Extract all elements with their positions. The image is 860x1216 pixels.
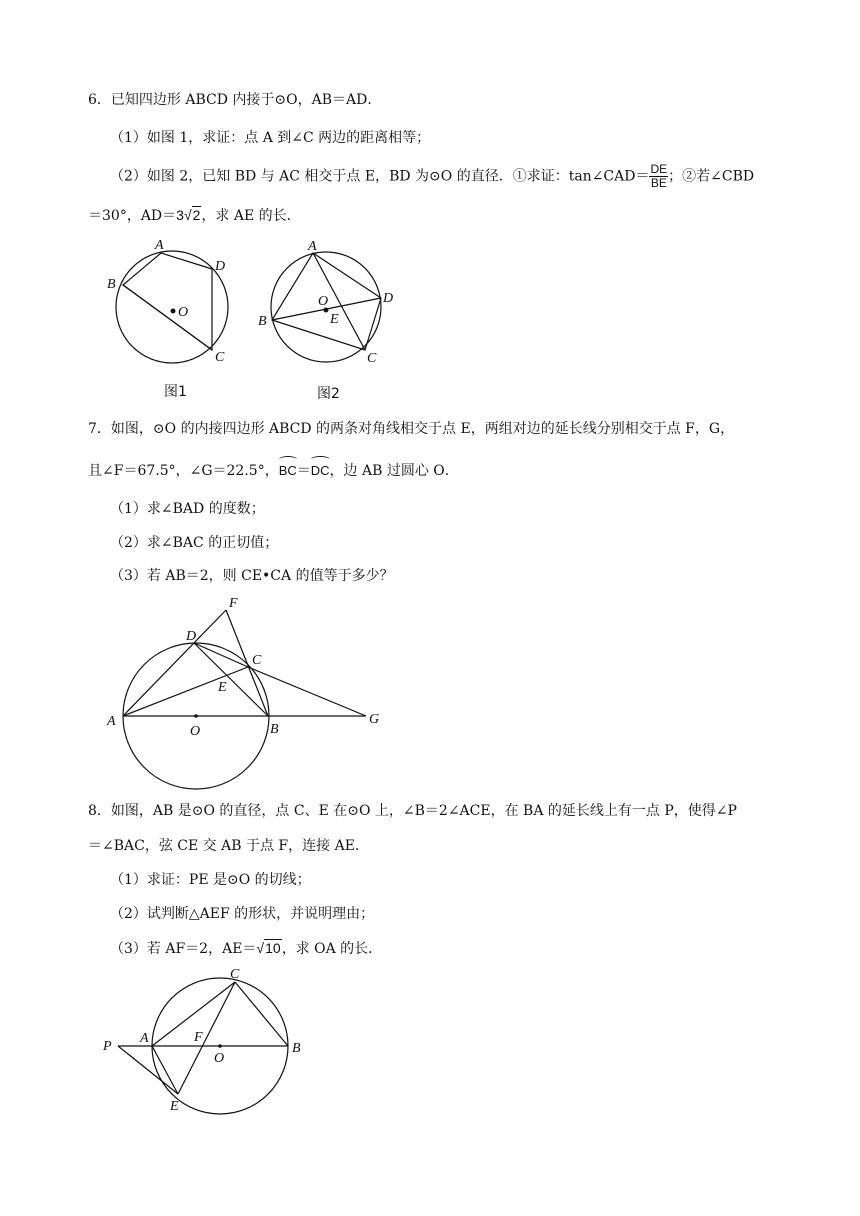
fig2-caption: 图2 [317, 386, 340, 402]
p7-line1: 7．如图，⊙O 的内接四边形 ABCD 的两条对角线相交于点 E，两组对边的延长线分别相交于点 F，G， [88, 421, 735, 437]
p6-question-1: （1）如图 1，求证：点 A 到∠C 两边的距离相等； [110, 130, 431, 146]
p6-line1: 6．已知四边形 ABCD 内接于⊙O，AB＝AD． [88, 92, 382, 108]
fig8-label-o: O [214, 1051, 225, 1066]
fig2-label-e: E [330, 312, 339, 327]
fig2-label-d: D [383, 291, 394, 306]
fig1-caption: 图1 [164, 384, 187, 400]
p7-question-2: （2）求∠BAC 的正切值； [110, 535, 279, 551]
p6-line4-b: ，求 AE 的长． [201, 208, 301, 224]
p7-arc-bc: BC [279, 461, 297, 481]
fig1-label-o: O [178, 305, 189, 320]
fig2-label-o: O [318, 294, 329, 309]
p6-q2-part-b: ①求证：tan∠CAD＝ [512, 168, 650, 185]
fig2-label-c: C [367, 351, 377, 366]
fig7-label-f: F [229, 596, 238, 611]
p8-sqrt-rad: 10 [265, 940, 281, 956]
p7-question-1: （1）求∠BAD 的度数； [110, 501, 265, 517]
p6-line4-a: ＝30°，AD＝ [88, 208, 177, 224]
fig8-label-p: P [103, 1039, 112, 1054]
p8-q3-b: ，求 OA 的长． [281, 941, 383, 957]
p8-sqrt: √10 [256, 940, 281, 956]
p8-line1: 8．如图，AB 是⊙O 的直径，点 C、E 在⊙O 上，∠B＝2∠ACE，在 BA 的延长线上有一点 P，使得∠P [88, 803, 737, 819]
fig2-label-b: B [258, 314, 267, 329]
fig2-label-a: A [308, 239, 317, 254]
fig8-label-c: C [230, 967, 240, 982]
fig7-label-g: G [369, 712, 380, 727]
p8-question-1: （1）求证：PE 是⊙O 的切线； [110, 872, 311, 888]
fig7-label-d: D [186, 629, 197, 644]
p8-line2: ＝∠BAC，弦 CE 交 AB 于点 F，连接 AE． [88, 838, 369, 854]
fig7-label-o: O [190, 724, 201, 739]
fig7-label-b: B [270, 722, 279, 737]
p6-sqrt-rad: 2 [192, 207, 201, 223]
p8-question-2: （2）试判断△AEF 的形状，并说明理由； [110, 906, 375, 922]
fig7-label-a: A [107, 714, 116, 729]
p7-question-3: （3）若 AB＝2，则 CE•CA 的值等于多少？ [110, 568, 394, 584]
p7-arc-dc: DC [311, 461, 330, 481]
fig8-label-b: B [292, 1041, 301, 1056]
p6-sqrt: 3√2 [176, 207, 201, 223]
p6-sqrt-coef: 3 [176, 207, 184, 223]
fig1-label-d: D [215, 259, 226, 274]
p7-line2-b: ，边 AB 过圆心 O． [329, 463, 459, 479]
fig7-label-e: E [218, 680, 227, 695]
p6-q2-part-a: （2）如图 2，已知 BD 与 AC 相交于点 E，BD 为⊙O 的直径． [110, 168, 513, 185]
p7-eq: ＝ [296, 463, 311, 479]
fig1-label-c: C [215, 350, 225, 365]
fig1-label-a: A [155, 238, 164, 253]
p7-line2-a: 且∠F＝67.5°，∠G＝22.5°， [88, 463, 279, 479]
p6-q2-part-c: ；②若∠CBD [668, 168, 755, 185]
p6-frac-num: DE [650, 162, 668, 176]
fig1-label-b: B [107, 277, 116, 292]
fig8-label-e: E [170, 1099, 179, 1114]
fig7-label-c: C [252, 653, 262, 668]
fig8-label-f: F [194, 1030, 203, 1045]
p6-frac-den: BE [650, 176, 667, 190]
fig8-label-a: A [140, 1031, 149, 1046]
p8-q3-a: （3）若 AF＝2，AE＝ [110, 941, 257, 957]
